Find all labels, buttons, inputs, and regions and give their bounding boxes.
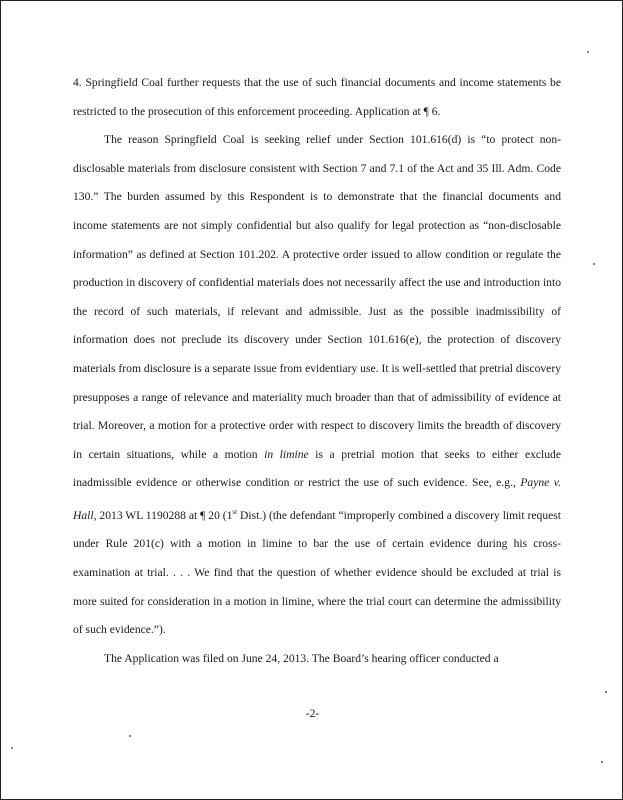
scan-speck: [587, 51, 589, 53]
ordinal-superscript: st: [232, 507, 238, 516]
scan-speck: [601, 761, 603, 763]
paragraph-1: 4. Springfield Coal further requests that the use of such financial documents and income statements be restricted to the prosecution of this enforcement proceeding. Application at ¶ 6.: [73, 76, 561, 118]
paragraph-2-text-a: The reason Springfield Coal is seeking relief under Section 101.616(d) is “to protect non-disclosable materials from disclosure consistent with Section 7 and 7.1 of the Act and 35 Ill. Adm. Code 130.” The burden assumed by this Respondent is to demonstrate that the financial documents and income statements are not simply confidential but also qualify for legal protection as “non-disclosable information” as defined at Section 101.202. A protective order issued to allow condition or regulate the production in discovery of confidential materials does not necessarily affect the use and introduction into the record of such materials, if relevant and admissible. Just as the possible inadmissibility of information does not preclude its discovery under Section 101.616(e), the protection of discovery materials from disclosure is a separate issue from evidentiary use. It is well-settled that pretrial discovery presupposes a range of relevance and materiality much broader than that of admissibility of evidence at trial. Moreover, a motion for a protective order with respect to discovery limits the breadth of discovery in certain situations, while a motion: [73, 133, 561, 461]
paragraph-2: [73, 126, 561, 645]
page-number: -2-: [305, 707, 320, 720]
case-name-italic: Payne v. Hall: [73, 476, 561, 522]
paragraph-3: The Application was filed on June 24, 2013. The Board’s hearing officer conducted a: [104, 651, 499, 665]
citation-text: , 2013 WL 1190288 at ¶ 20 (1: [93, 508, 233, 522]
scan-speck: [593, 263, 595, 265]
scan-speck: [129, 735, 131, 737]
paragraph-2-text-b: is a pretrial motion that seeks to either exclude inadmissible evidence or otherwise condition or restrict the use of such evidence. See, e.g.,: [73, 447, 561, 490]
paragraph-2-text-c: Dist.) (the defendant “improperly combined a discovery limit request under Rule 201(c) with a motion in limine to bar the use of certain evidence during his cross-examination at trial. . . . We find that the question of whether evidence should be excluded at trial is more suited for consideration in a motion in limine, where the trial court can determine the admissibility of such evidence.”).: [73, 508, 561, 637]
scan-speck: [11, 747, 13, 749]
in-limine-italic: in limine: [264, 447, 309, 461]
scan-speck: [605, 691, 607, 693]
document-body: [73, 69, 561, 673]
